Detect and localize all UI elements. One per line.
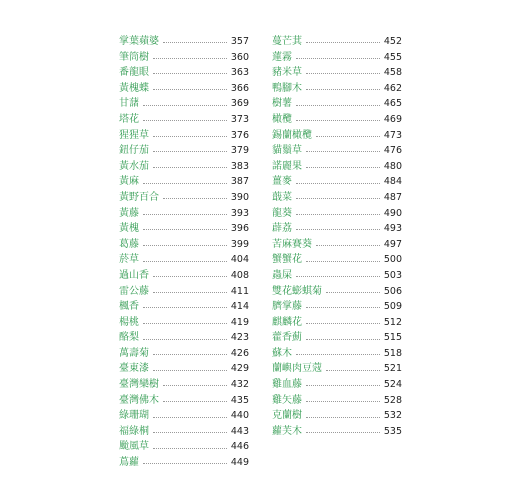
index-entry (272, 299, 402, 315)
entry-name: 豬米草 (272, 67, 302, 79)
index-entry (272, 252, 402, 268)
entry-page-number: 484 (383, 176, 402, 188)
entry-name: 楊桃 (119, 316, 139, 328)
dot-leader (296, 229, 380, 230)
index-entry (272, 206, 402, 222)
entry-page-number: 473 (383, 129, 402, 141)
entry-page-number: 443 (230, 425, 249, 437)
dot-leader (153, 354, 227, 355)
index-entry (119, 252, 249, 268)
index-entry (272, 393, 402, 409)
entry-name: 黃藤 (119, 207, 139, 219)
entry-page-number: 449 (230, 457, 249, 469)
entry-name: 薑麥 (272, 176, 292, 188)
entry-name: 鴨腳木 (272, 82, 302, 94)
dot-leader (143, 105, 227, 106)
index-entry (119, 174, 249, 190)
index-entry (272, 159, 402, 175)
dot-leader (143, 214, 227, 215)
dot-leader (143, 261, 227, 262)
index-entry (119, 377, 249, 393)
index-entry (119, 393, 249, 409)
index-entry (119, 284, 249, 300)
entry-page-number: 376 (230, 129, 249, 141)
dot-leader (153, 136, 227, 137)
dot-leader (153, 73, 227, 74)
entry-name: 樹薯 (272, 98, 292, 110)
entry-name: 蔦蘿 (119, 457, 139, 469)
entry-page-number: 476 (383, 145, 402, 157)
entry-page-number: 419 (230, 316, 249, 328)
index-entry (272, 221, 402, 237)
entry-name: 臍掌藤 (272, 301, 302, 313)
dot-leader (306, 151, 380, 152)
index-entry (119, 299, 249, 315)
index-entry (119, 190, 249, 206)
dot-leader (153, 89, 227, 90)
dot-leader (153, 292, 227, 293)
index-column-left (119, 34, 249, 471)
index-entry (272, 190, 402, 206)
entry-page-number: 396 (230, 223, 249, 235)
entry-name: 雙花蟛蜞菊 (272, 285, 322, 297)
dot-leader (143, 323, 227, 324)
entry-page-number: 528 (383, 394, 402, 406)
entry-page-number: 357 (230, 36, 249, 47)
dot-leader (306, 307, 380, 308)
index-entry (272, 81, 402, 97)
index-entry (119, 112, 249, 128)
dot-leader (296, 354, 380, 355)
dot-leader (163, 198, 227, 199)
dot-leader (143, 307, 227, 308)
entry-name: 蘿芙木 (272, 425, 302, 437)
entry-page-number: 363 (230, 67, 249, 79)
index-entry (272, 237, 402, 253)
index-entry (119, 143, 249, 159)
entry-name: 蟲屎 (272, 269, 292, 281)
entry-name: 蘭嶼肉豆蔻 (272, 363, 322, 375)
entry-page-number: 515 (383, 332, 402, 344)
index-entry (119, 96, 249, 112)
entry-page-number: 390 (230, 191, 249, 203)
entry-page-number: 521 (383, 363, 402, 375)
index-entry (272, 50, 402, 66)
index-entry (119, 361, 249, 377)
entry-name: 麒麟花 (272, 316, 302, 328)
index-entry (119, 408, 249, 424)
dot-leader (143, 463, 227, 464)
entry-name: 臺東漆 (119, 363, 149, 375)
entry-page-number: 369 (230, 98, 249, 110)
dot-leader (153, 448, 227, 449)
dot-leader (143, 120, 227, 121)
entry-name: 臺灣佛木 (119, 394, 159, 406)
entry-page-number: 426 (230, 347, 249, 359)
index-entry (119, 81, 249, 97)
entry-page-number: 465 (383, 98, 402, 110)
index-page (0, 34, 520, 474)
entry-name: 楓香 (119, 301, 139, 313)
entry-name: 筆筒樹 (119, 51, 149, 63)
entry-page-number: 440 (230, 410, 249, 422)
index-entry (272, 128, 402, 144)
index-entry (119, 221, 249, 237)
index-entry (272, 284, 402, 300)
index-entry (119, 455, 249, 471)
index-column-right (272, 34, 402, 439)
index-entry (119, 206, 249, 222)
entry-page-number: 455 (383, 51, 402, 63)
entry-page-number: 452 (383, 36, 402, 47)
entry-page-number: 497 (383, 238, 402, 250)
entry-name: 鈕仔茄 (119, 145, 149, 157)
index-entry (272, 361, 402, 377)
entry-name: 萬壽菊 (119, 347, 149, 359)
index-entry (119, 237, 249, 253)
dot-leader (153, 58, 227, 59)
entry-name: 甘藷 (119, 98, 139, 110)
entry-page-number: 423 (230, 332, 249, 344)
entry-name: 酪梨 (119, 332, 139, 344)
index-entry (272, 65, 402, 81)
index-entry (119, 65, 249, 81)
entry-page-number: 506 (383, 285, 402, 297)
entry-name: 克蘭樹 (272, 410, 302, 422)
entry-page-number: 503 (383, 269, 402, 281)
entry-page-number: 414 (230, 301, 249, 313)
dot-leader (306, 261, 380, 262)
entry-page-number: 379 (230, 145, 249, 157)
entry-name: 蕺菜 (272, 191, 292, 203)
dot-leader (163, 401, 227, 402)
index-entry (272, 174, 402, 190)
entry-name: 苦麻賽葵 (272, 238, 312, 250)
entry-page-number: 480 (383, 160, 402, 172)
entry-page-number: 490 (383, 207, 402, 219)
entry-page-number: 512 (383, 316, 402, 328)
index-entry (272, 424, 402, 440)
entry-name: 葛藤 (119, 238, 139, 250)
entry-name: 蟹蟹花 (272, 254, 302, 266)
entry-name: 黃野百合 (119, 191, 159, 203)
dot-leader (296, 105, 380, 106)
dot-leader (153, 276, 227, 277)
dot-leader (306, 432, 380, 433)
index-entry (119, 159, 249, 175)
dot-leader (306, 385, 380, 386)
entry-name: 菸草 (119, 254, 139, 266)
index-entry (119, 424, 249, 440)
entry-page-number: 487 (383, 191, 402, 203)
entry-page-number: 408 (230, 269, 249, 281)
index-entry (272, 112, 402, 128)
entry-page-number: 435 (230, 394, 249, 406)
dot-leader (163, 42, 227, 43)
entry-name: 塔花 (119, 113, 139, 125)
dot-leader (306, 167, 380, 168)
dot-leader (143, 229, 227, 230)
dot-leader (296, 276, 380, 277)
entry-page-number: 446 (230, 441, 249, 453)
index-entry (272, 315, 402, 331)
entry-page-number: 373 (230, 113, 249, 125)
dot-leader (296, 183, 380, 184)
dot-leader (153, 432, 227, 433)
entry-page-number: 387 (230, 176, 249, 188)
entry-page-number: 411 (230, 285, 249, 297)
entry-page-number: 518 (383, 347, 402, 359)
entry-name: 蓮霧 (272, 51, 292, 63)
entry-name: 蘇木 (272, 347, 292, 359)
dot-leader (143, 339, 227, 340)
entry-name: 臺灣欒樹 (119, 379, 159, 391)
entry-name: 雷公藤 (119, 285, 149, 297)
entry-page-number: 399 (230, 238, 249, 250)
entry-name: 龍葵 (272, 207, 292, 219)
dot-leader (153, 417, 227, 418)
dot-leader (326, 292, 380, 293)
entry-name: 猩猩草 (119, 129, 149, 141)
entry-page-number: 535 (383, 425, 402, 437)
entry-page-number: 493 (383, 223, 402, 235)
entry-name: 橄欖 (272, 113, 292, 125)
dot-leader (306, 401, 380, 402)
dot-leader (143, 245, 227, 246)
entry-page-number: 458 (383, 67, 402, 79)
dot-leader (316, 245, 380, 246)
entry-page-number: 524 (383, 379, 402, 391)
dot-leader (306, 339, 380, 340)
entry-name: 掌葉蘋婆 (119, 36, 159, 47)
entry-name: 番龍眼 (119, 67, 149, 79)
entry-name: 黃槐蝶 (119, 82, 149, 94)
index-entry (119, 330, 249, 346)
index-entry (272, 346, 402, 362)
index-entry (119, 346, 249, 362)
entry-page-number: 500 (383, 254, 402, 266)
dot-leader (296, 120, 380, 121)
entry-name: 黃水茄 (119, 160, 149, 172)
entry-name: 過山香 (119, 269, 149, 281)
entry-name: 藿香薊 (272, 332, 302, 344)
entry-name: 錫蘭橄欖 (272, 129, 312, 141)
index-entry (119, 268, 249, 284)
entry-name: 雞矢藤 (272, 394, 302, 406)
entry-page-number: 366 (230, 82, 249, 94)
index-entry (119, 315, 249, 331)
entry-page-number: 383 (230, 160, 249, 172)
entry-name: 蔓芒萁 (272, 36, 302, 47)
entry-page-number: 393 (230, 207, 249, 219)
dot-leader (296, 198, 380, 199)
dot-leader (296, 214, 380, 215)
index-entry (272, 34, 402, 50)
dot-leader (153, 370, 227, 371)
entry-name: 颱風草 (119, 441, 149, 453)
entry-name: 諾麗果 (272, 160, 302, 172)
entry-name: 黃麻 (119, 176, 139, 188)
dot-leader (296, 58, 380, 59)
entry-name: 薜荔 (272, 223, 292, 235)
dot-leader (306, 73, 380, 74)
dot-leader (153, 167, 227, 168)
entry-page-number: 509 (383, 301, 402, 313)
entry-name: 福綠桐 (119, 425, 149, 437)
index-entry (272, 96, 402, 112)
index-entry (272, 268, 402, 284)
index-entry (272, 408, 402, 424)
index-entry (119, 439, 249, 455)
entry-page-number: 469 (383, 113, 402, 125)
dot-leader (306, 417, 380, 418)
index-entry (119, 50, 249, 66)
entry-page-number: 360 (230, 51, 249, 63)
dot-leader (306, 323, 380, 324)
index-entry (272, 377, 402, 393)
entry-page-number: 432 (230, 379, 249, 391)
entry-page-number: 404 (230, 254, 249, 266)
index-entry (119, 128, 249, 144)
index-entry (272, 330, 402, 346)
dot-leader (316, 136, 380, 137)
entry-name: 黃槐 (119, 223, 139, 235)
dot-leader (153, 151, 227, 152)
index-entry (119, 34, 249, 50)
entry-name: 雞血藤 (272, 379, 302, 391)
dot-leader (306, 89, 380, 90)
entry-name: 貓鬚草 (272, 145, 302, 157)
dot-leader (326, 370, 380, 371)
dot-leader (143, 183, 227, 184)
entry-name: 綠珊瑚 (119, 410, 149, 422)
dot-leader (163, 385, 227, 386)
index-entry (272, 143, 402, 159)
entry-page-number: 462 (383, 82, 402, 94)
entry-page-number: 429 (230, 363, 249, 375)
entry-page-number: 532 (383, 410, 402, 422)
dot-leader (306, 42, 380, 43)
